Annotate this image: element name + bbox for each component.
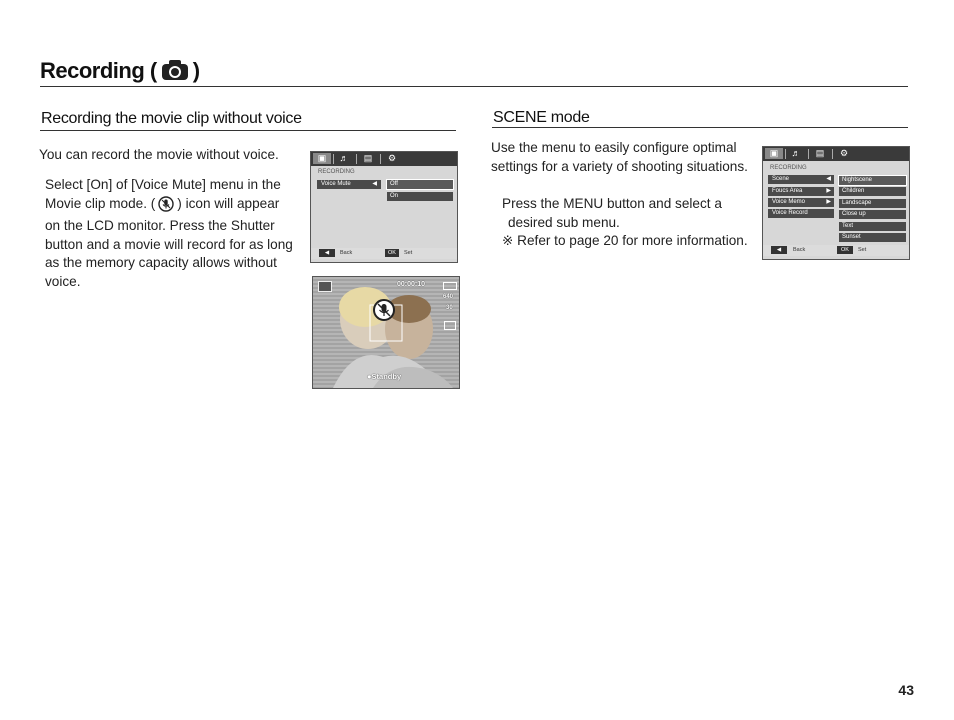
voice-mute-menu-screen [310, 151, 458, 263]
settings-tab-icon: ⚙ [387, 153, 397, 163]
arrow-right-icon: ▶ [826, 188, 831, 194]
camera-icon [161, 59, 189, 87]
recording-timer: 00:00:10 [397, 281, 426, 288]
back-label: Back [340, 250, 353, 256]
right-intro: Use the menu to easily configure optimal settings for a variety of shooting situations. [491, 140, 748, 174]
option-on: On [387, 192, 453, 201]
menu-item-scene: Scene ◀ [768, 175, 834, 184]
back-label: Back [793, 247, 806, 253]
title-divider [40, 86, 908, 87]
fps-value: 30 [446, 305, 453, 311]
page-title: Recording ( ) [40, 58, 200, 87]
left-intro: You can record the movie without voice. [39, 147, 279, 162]
scene-menu-screen [762, 146, 910, 260]
lcd-footer [311, 248, 457, 259]
camera-tab-icon: ▣ [765, 148, 783, 159]
option-children: Children [839, 187, 906, 196]
menu-item-voice-record: Voice Record [768, 209, 834, 218]
sound-tab-icon: ♬ [339, 153, 349, 163]
camera-tab-icon: ▣ [313, 153, 331, 164]
right-section-divider [492, 127, 908, 128]
right-steps: Press the MENU button and select a desired sub menu. ※ Refer to page 20 for more information. [502, 195, 762, 251]
option-landscape: Landscape [839, 199, 906, 208]
reference-note: ※ Refer to page 20 for more information. [502, 233, 748, 249]
lcd-footer [763, 245, 909, 256]
option-sunset: Sunset [839, 233, 906, 242]
settings-tab-icon: ⚙ [839, 148, 849, 158]
arrow-right-icon: ▶ [826, 199, 831, 205]
menu-item-voice-mute: Voice Mute ◀ [317, 180, 381, 189]
voice-mute-indicator-icon [373, 299, 395, 326]
arrow-left-icon: ◀ [372, 181, 377, 187]
back-key-icon: ◀ [771, 246, 787, 254]
set-label: Set [858, 247, 867, 253]
arrow-left-icon: ◀ [826, 176, 831, 182]
display-tab-icon: ▤ [363, 153, 373, 163]
display-tab-icon: ▤ [815, 148, 825, 158]
left-body: Select [On] of [Voice Mute] menu in the Movie clip mode. ( ) icon will appear on the LCD monitor. Press the Shutter button and a movie will record for as long as the memory capacity allows without voice. [45, 177, 293, 289]
option-close-up: Close up [839, 210, 906, 219]
page-number: 43 [898, 682, 914, 698]
movie-preview-screen [312, 276, 460, 389]
ok-key: OK [385, 249, 399, 257]
menu-item-voice-memo: Voice Memo ▶ [768, 198, 834, 207]
left-section-heading: Recording the movie clip without voice [41, 110, 302, 127]
lcd-header: RECORDING [770, 165, 807, 171]
sound-tab-icon: ♬ [791, 148, 801, 158]
lcd-header: RECORDING [318, 169, 355, 175]
menu-item-focus-area: Foucs Area ▶ [768, 187, 834, 196]
ok-key: OK [837, 246, 853, 254]
display-icon [444, 321, 456, 330]
option-nightscene: Nightscene [839, 176, 906, 185]
option-text: Text [839, 222, 906, 231]
battery-icon [443, 282, 457, 290]
resolution-value: 640 [443, 294, 454, 300]
back-key-icon: ◀ [319, 249, 335, 257]
option-off: Off [387, 180, 453, 189]
right-section-heading: SCENE mode [493, 109, 590, 126]
set-label: Set [404, 250, 413, 256]
standby-status: ●Standby [367, 372, 402, 381]
left-section-divider [40, 130, 456, 131]
voice-mute-icon [158, 196, 174, 218]
movie-mode-icon [318, 281, 332, 292]
record-dot-icon: ● [367, 372, 372, 381]
